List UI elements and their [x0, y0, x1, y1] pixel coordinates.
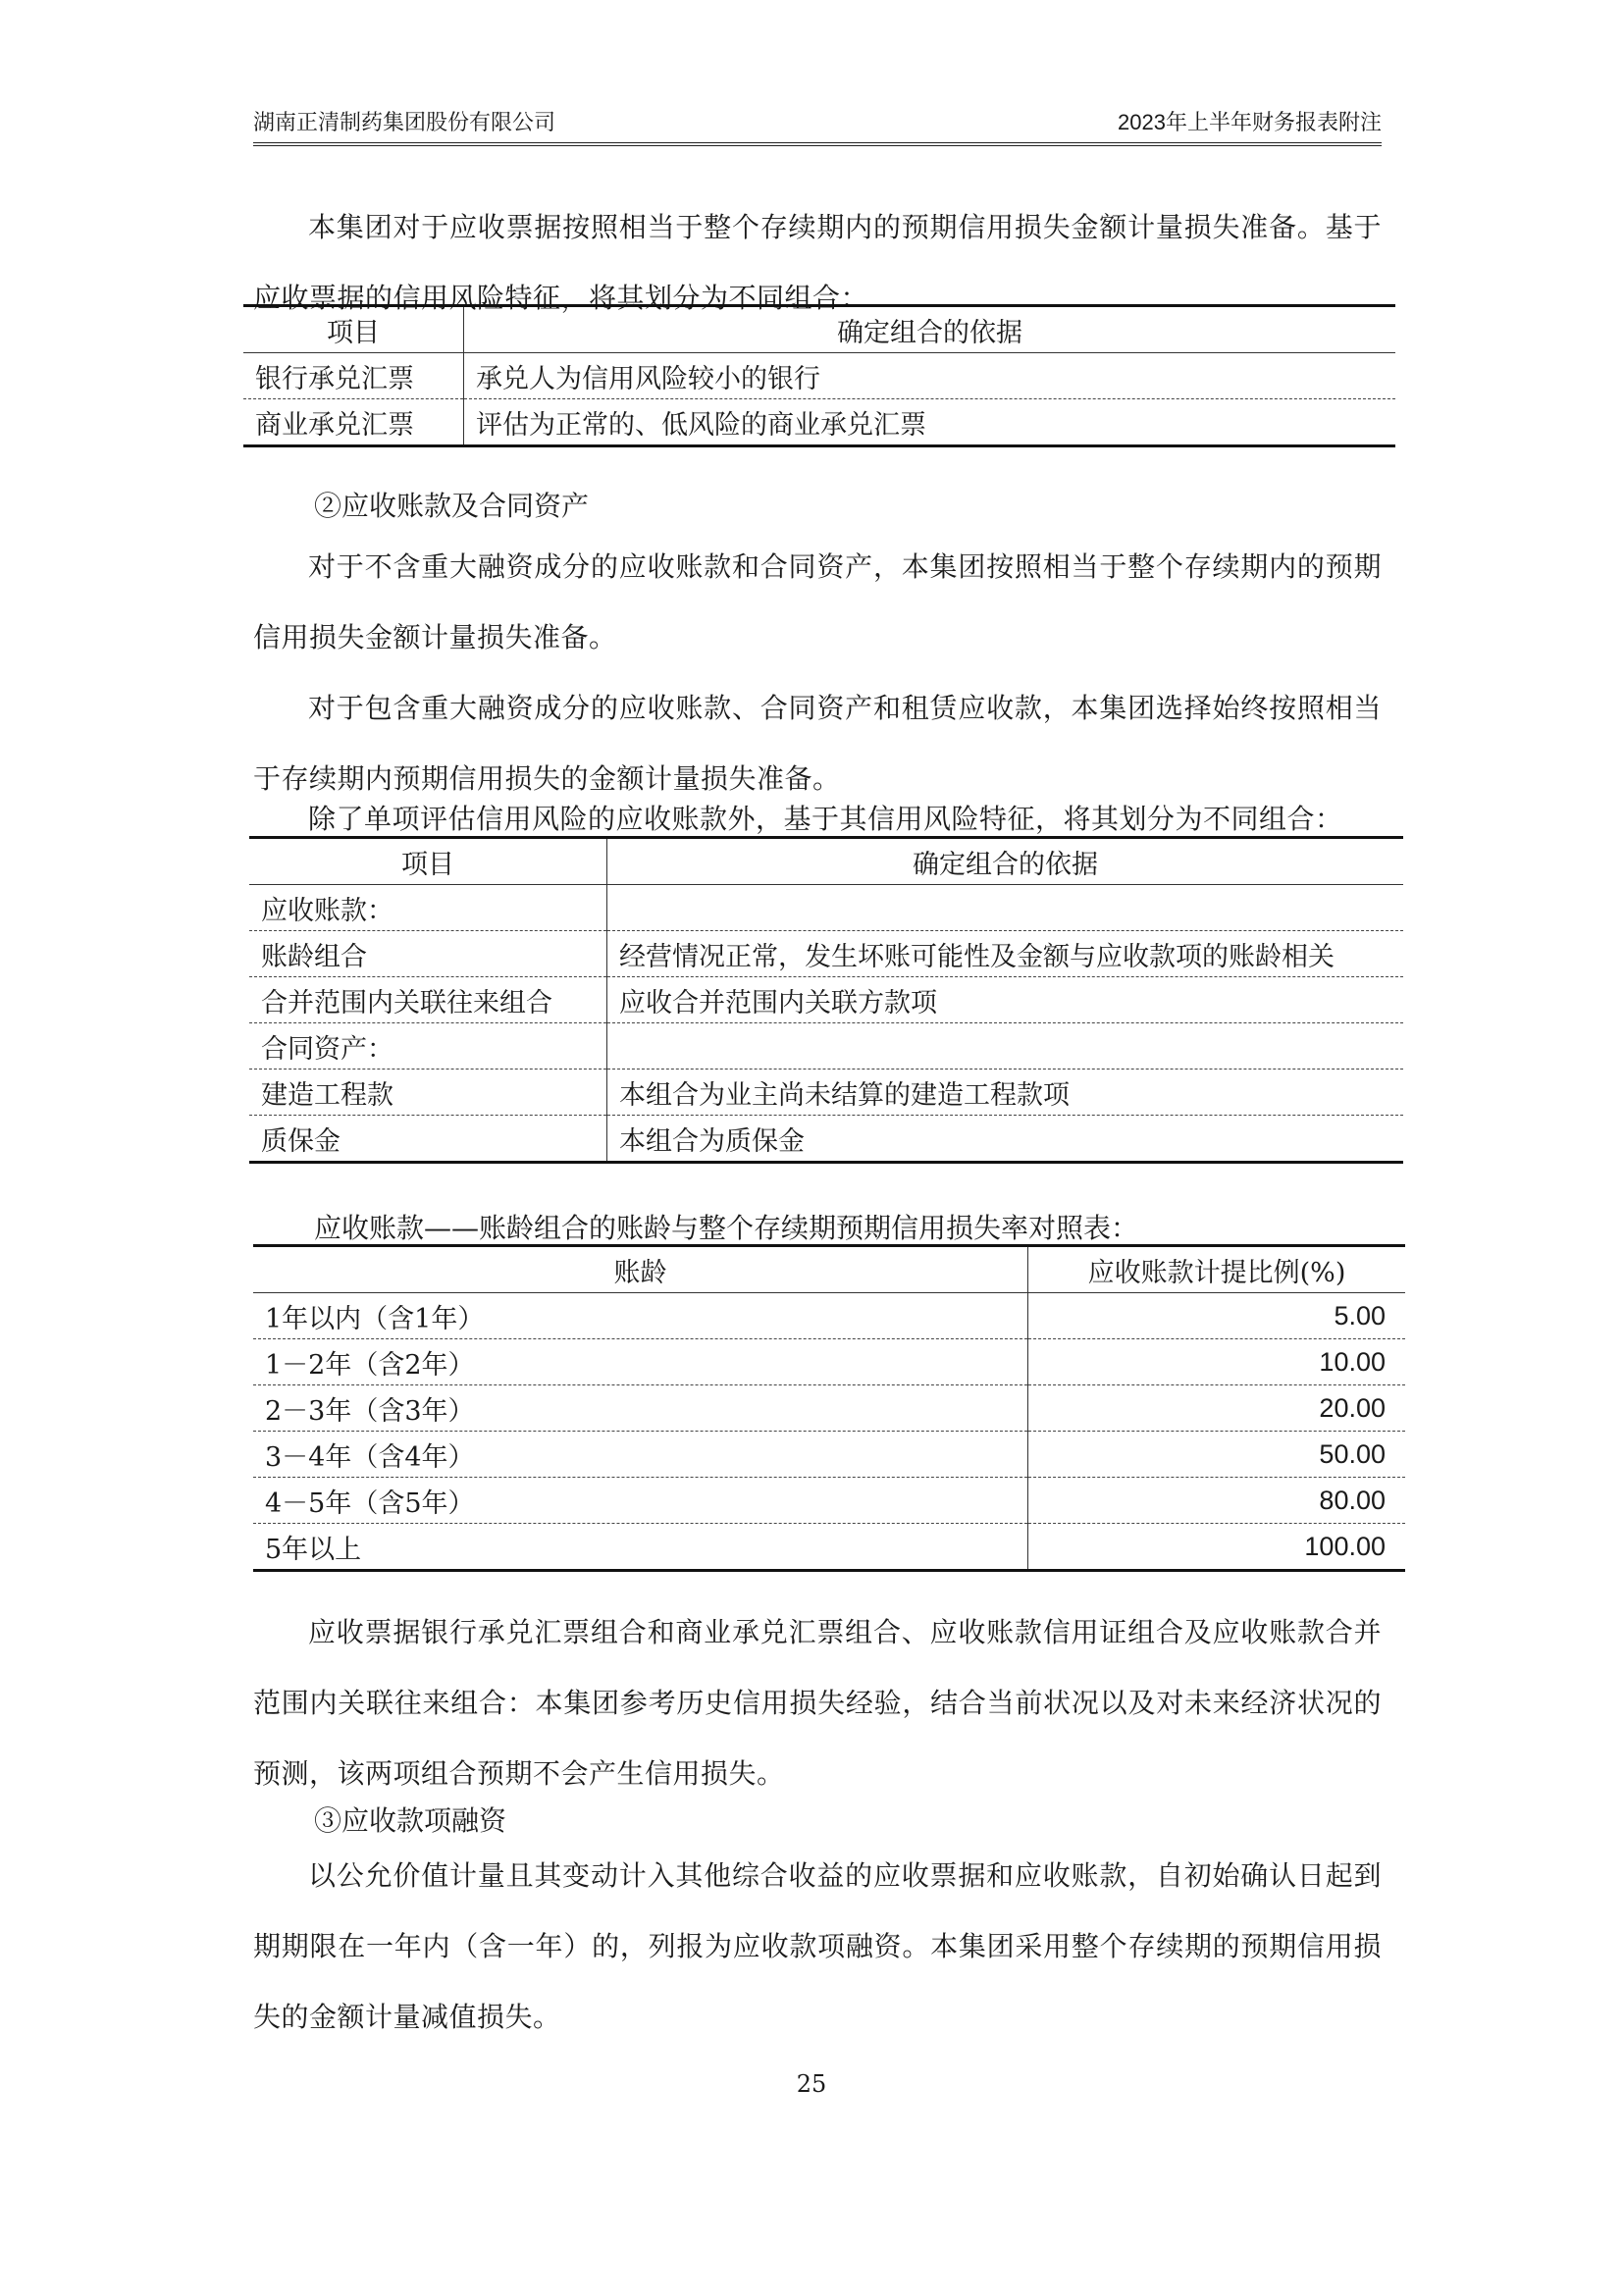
row-item: 建造工程款	[249, 1070, 607, 1116]
row-ratio: 100.00	[1304, 1531, 1386, 1561]
paragraph-with-financing: 对于包含重大融资成分的应收账款、合同资产和租赁应收款，本集团选择始终按照相当于存续期内预期信用损失的金额计量损失准备。	[253, 692, 1382, 795]
table-row	[253, 1385, 1405, 1432]
header-item: 项目	[243, 306, 464, 353]
section-label-receivables: ②应收账款及合同资产	[314, 490, 590, 522]
row-item: 银行承兑汇票	[243, 353, 464, 399]
header-basis: 确定组合的依据	[464, 306, 1396, 353]
row-item: 合并范围内关联往来组合	[249, 977, 607, 1023]
table-row	[243, 353, 1395, 399]
paragraph-notes-receivable: 本集团对于应收票据按照相当于整个存续期内的预期信用损失金额计量损失准备。基于应收票据的信用风险特征，将其划分为不同组合：	[253, 211, 1382, 314]
table-row	[253, 1478, 1405, 1524]
row-item: 应收账款：	[249, 885, 607, 931]
row-ratio: 20.00	[1028, 1385, 1406, 1432]
table-header-row	[243, 306, 1395, 353]
table-row	[249, 977, 1403, 1023]
table-row	[253, 1432, 1405, 1478]
notes-receivable-table	[243, 304, 1395, 447]
paragraph-no-credit-loss: 应收票据银行承兑汇票组合和商业承兑汇票组合、应收账款信用证组合及应收账款合并范围内关联往来组合：本集团参考历史信用损失经验，结合当前状况以及对未来经济状况的预测，该两项组合预期不会产生信用损失。	[253, 1616, 1382, 1790]
row-item: 商业承兑汇票	[243, 399, 464, 446]
row-basis: 经营情况正常，发生坏账可能性及金额与应收款项的账龄相关	[607, 931, 1404, 977]
header-item: 项目	[249, 838, 607, 885]
row-item: 质保金	[249, 1116, 607, 1163]
row-aging: 3－4年（含4年）	[253, 1432, 1028, 1478]
report-title: 2023年上半年财务报表附注	[1118, 110, 1382, 134]
row-item: 账龄组合	[249, 931, 607, 977]
row-aging: 1年以内（含1年）	[253, 1293, 1028, 1339]
receivables-grouping-table	[249, 836, 1403, 1164]
paragraph-grouping: 除了单项评估信用风险的应收账款外，基于其信用风险特征，将其划分为不同组合：	[308, 803, 1343, 835]
row-ratio: 50.00	[1028, 1432, 1406, 1478]
header-ratio: 应收账款计提比例(%)	[1028, 1246, 1406, 1293]
row-ratio: 5.00	[1028, 1293, 1406, 1339]
row-basis: 应收合并范围内关联方款项	[607, 977, 1404, 1023]
row-basis: 评估为正常的、低风险的商业承兑汇票	[476, 409, 926, 441]
page-number: 25	[796, 2070, 827, 2098]
header-aging: 账龄	[253, 1246, 1028, 1293]
row-basis: 承兑人为信用风险较小的银行	[464, 353, 1396, 399]
table-row	[253, 1339, 1405, 1385]
row-basis	[607, 885, 1404, 931]
row-aging: 4－5年（含5年）	[253, 1478, 1028, 1524]
table-row	[249, 1070, 1403, 1116]
row-basis	[607, 1023, 1404, 1070]
header-basis: 确定组合的依据	[607, 838, 1404, 885]
section-label-financing: ③应收款项融资	[314, 1804, 507, 1837]
company-name: 湖南正清制药集团股份有限公司	[253, 110, 556, 134]
row-ratio: 10.00	[1028, 1339, 1406, 1385]
table-header-row	[253, 1246, 1405, 1293]
row-basis: 本组合为业主尚未结算的建造工程款项	[607, 1070, 1404, 1116]
row-aging: 1－2年（含2年）	[253, 1339, 1028, 1385]
row-ratio: 80.00	[1028, 1478, 1406, 1524]
table-row	[253, 1293, 1405, 1339]
table-row	[249, 885, 1403, 931]
table-row	[249, 931, 1403, 977]
table-row	[249, 1116, 1403, 1163]
row-basis: 本组合为质保金	[619, 1125, 805, 1157]
row-item: 合同资产：	[249, 1023, 607, 1070]
row-aging: 2－3年（含3年）	[253, 1385, 1028, 1432]
paragraph-receivables-financing: 以公允价值计量且其变动计入其他综合收益的应收票据和应收账款，自初始确认日起到期期限在一年内（含一年）的，列报为应收款项融资。本集团采用整个存续期的预期信用损失的金额计量减值损失。	[253, 1859, 1382, 2033]
paragraph-no-financing: 对于不含重大融资成分的应收账款和合同资产，本集团按照相当于整个存续期内的预期信用损失金额计量损失准备。	[253, 550, 1382, 653]
page-header	[253, 106, 1382, 146]
aging-table-caption: 应收账款——账龄组合的账龄与整个存续期预期信用损失率对照表：	[314, 1212, 1139, 1244]
table-row	[249, 1023, 1403, 1070]
table-row	[253, 1524, 1405, 1571]
row-aging: 5年以上	[253, 1524, 1028, 1571]
aging-rate-table	[253, 1244, 1405, 1572]
table-header-row	[249, 838, 1403, 885]
table-row	[243, 399, 1395, 446]
